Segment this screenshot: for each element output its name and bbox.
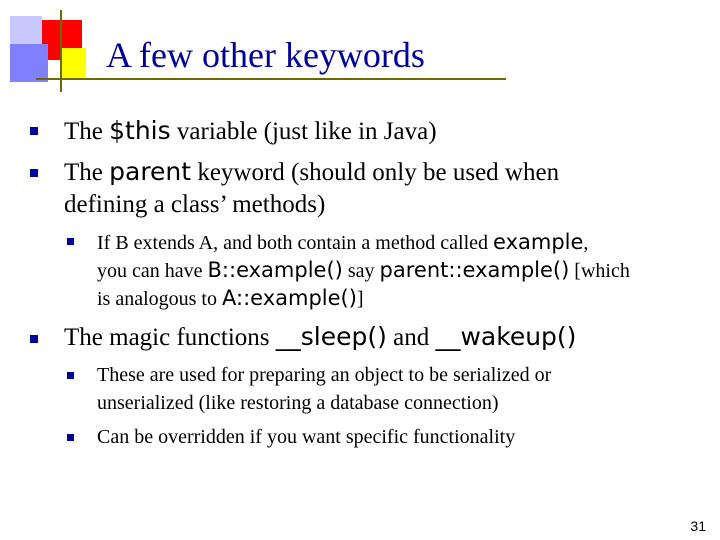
code-parent-example: parent::example() bbox=[379, 258, 570, 282]
bullet-square-icon bbox=[30, 169, 38, 177]
sub-bullet-example-line3 bbox=[97, 284, 364, 313]
decor-horizontal-line bbox=[36, 78, 506, 80]
code-this: $this bbox=[109, 116, 171, 145]
sub-bullet-text: If B extends A, and both contain a method called bbox=[97, 232, 494, 254]
decor-square-light-blue bbox=[10, 16, 42, 44]
sub-bullet-square-icon bbox=[67, 434, 74, 441]
code-sleep: __sleep() bbox=[275, 322, 387, 351]
page-number: 31 bbox=[690, 518, 706, 534]
sub-bullet-text: you can have bbox=[97, 260, 208, 282]
bullet-text: The magic functions bbox=[64, 324, 276, 351]
slide-title: A few other keywords bbox=[106, 35, 425, 75]
bullet-text: variable (just like in Java) bbox=[170, 118, 437, 145]
sub-bullet-square-icon bbox=[67, 238, 74, 245]
sub-bullet-text: ] bbox=[356, 288, 364, 310]
sub-bullet-text: is analogous to bbox=[97, 288, 222, 310]
code-parent: parent bbox=[109, 157, 192, 186]
bullet-square-icon bbox=[30, 335, 38, 343]
sub-bullet-override: Can be overridden if you want specific functionality bbox=[97, 426, 516, 448]
sub-bullet-serialize-line2: unserialized (like restoring a database connection) bbox=[97, 392, 499, 414]
bullet-this-variable bbox=[64, 116, 437, 147]
sub-bullet-text: , bbox=[583, 232, 589, 254]
sub-bullet-example-line2 bbox=[97, 256, 630, 285]
decor-square-yellow bbox=[62, 48, 86, 78]
sub-bullet-square-icon bbox=[67, 372, 74, 379]
sub-bullet-serialize-line1: These are used for preparing an object to be serialized or bbox=[97, 364, 552, 386]
bullet-text: The bbox=[64, 118, 110, 145]
sub-bullet-example-line1 bbox=[97, 228, 588, 257]
bullet-square-icon bbox=[30, 127, 38, 135]
code-wakeup: __wakeup() bbox=[435, 322, 577, 351]
bullet-text: keyword (should only be used when bbox=[191, 159, 560, 186]
sub-bullet-text: [which bbox=[569, 260, 630, 282]
bullet-magic-functions bbox=[64, 322, 576, 353]
sub-bullet-text: say bbox=[342, 260, 380, 282]
code-a-example: A::example() bbox=[222, 286, 357, 310]
bullet-text: and bbox=[386, 324, 436, 351]
decor-square-blue bbox=[10, 44, 48, 82]
bullet-text: The bbox=[64, 159, 110, 186]
code-example: example bbox=[493, 230, 584, 254]
bullet-parent-keyword bbox=[64, 157, 559, 188]
bullet-parent-keyword-cont: defining a class’ methods) bbox=[64, 191, 326, 218]
code-b-example: B::example() bbox=[207, 258, 343, 282]
